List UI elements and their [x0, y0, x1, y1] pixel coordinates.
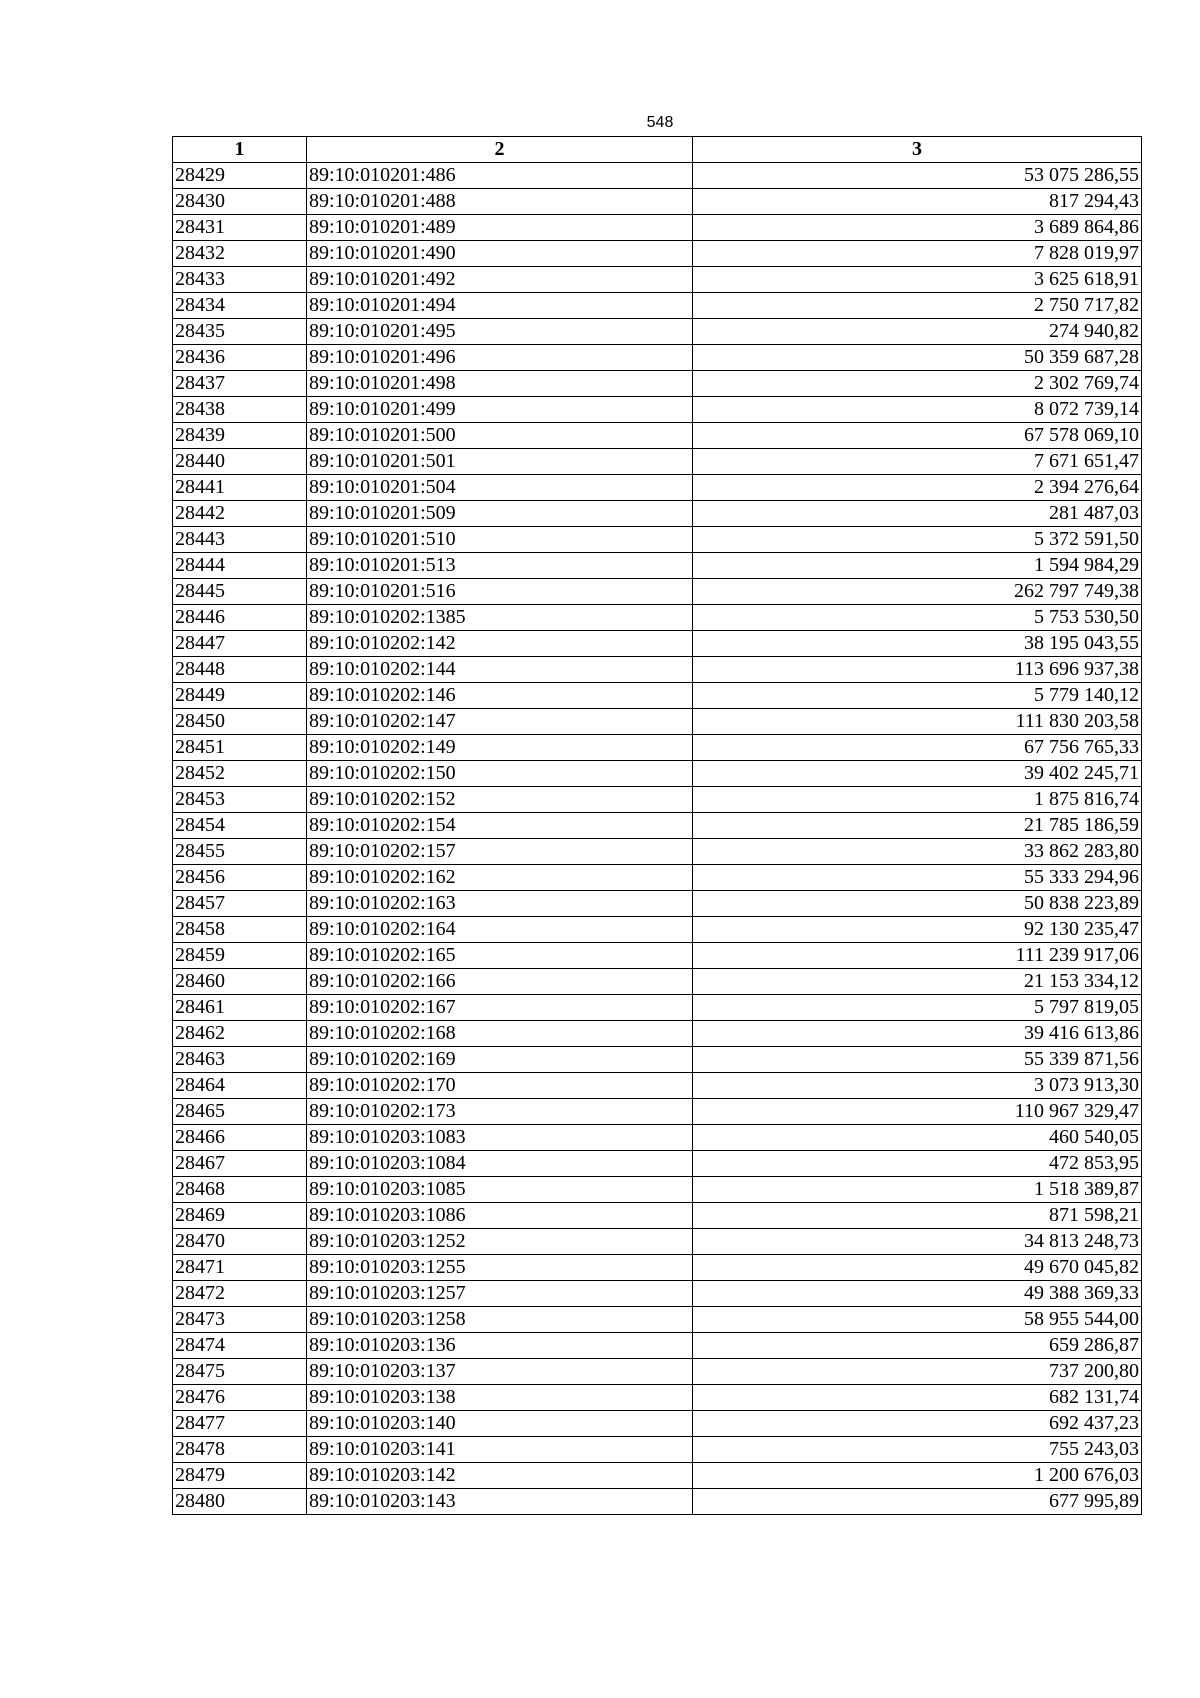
cadastral-value-cell: 5 779 140,12: [693, 683, 1142, 709]
cadastral-number-cell: 89:10:010202:1385: [307, 605, 693, 631]
table-row: [173, 813, 1142, 839]
row-number-cell: 28440: [173, 449, 307, 475]
table-row: [173, 761, 1142, 787]
row-number-cell: 28459: [173, 943, 307, 969]
cadastral-number-cell: 89:10:010203:1084: [307, 1151, 693, 1177]
row-number-cell: 28443: [173, 527, 307, 553]
cadastral-value-cell: 281 487,03: [693, 501, 1142, 527]
row-number-cell: 28444: [173, 553, 307, 579]
table-row: [173, 397, 1142, 423]
cadastral-number-cell: 89:10:010201:513: [307, 553, 693, 579]
table-row: [173, 1099, 1142, 1125]
table-row: [173, 1281, 1142, 1307]
cadastral-number-cell: 89:10:010202:165: [307, 943, 693, 969]
row-number-cell: 28451: [173, 735, 307, 761]
cadastral-number-cell: 89:10:010202:173: [307, 1099, 693, 1125]
cadastral-value-cell: 1 594 984,29: [693, 553, 1142, 579]
table-row: [173, 189, 1142, 215]
row-number-cell: 28447: [173, 631, 307, 657]
cadastral-number-cell: 89:10:010202:157: [307, 839, 693, 865]
row-number-cell: 28454: [173, 813, 307, 839]
cadastral-value-cell: 460 540,05: [693, 1125, 1142, 1151]
table-row: [173, 1411, 1142, 1437]
cadastral-number-cell: 89:10:010203:1255: [307, 1255, 693, 1281]
row-number-cell: 28470: [173, 1229, 307, 1255]
cadastral-number-cell: 89:10:010201:510: [307, 527, 693, 553]
cadastral-value-cell: 8 072 739,14: [693, 397, 1142, 423]
table-row: [173, 1203, 1142, 1229]
cadastral-value-cell: 677 995,89: [693, 1489, 1142, 1515]
page-number: 548: [646, 114, 674, 131]
table-row: [173, 371, 1142, 397]
row-number-cell: 28472: [173, 1281, 307, 1307]
table-row: [173, 683, 1142, 709]
row-number-cell: 28465: [173, 1099, 307, 1125]
cadastral-number-cell: 89:10:010201:489: [307, 215, 693, 241]
cadastral-number-cell: 89:10:010203:136: [307, 1333, 693, 1359]
row-number-cell: 28463: [173, 1047, 307, 1073]
cadastral-value-cell: 113 696 937,38: [693, 657, 1142, 683]
table-row: [173, 1333, 1142, 1359]
row-number-cell: 28469: [173, 1203, 307, 1229]
table-row: [173, 657, 1142, 683]
cadastral-number-cell: 89:10:010203:140: [307, 1411, 693, 1437]
cadastral-value-cell: 58 955 544,00: [693, 1307, 1142, 1333]
row-number-cell: 28456: [173, 865, 307, 891]
table-row: [173, 891, 1142, 917]
column-header-1: 1: [173, 137, 307, 163]
cadastral-number-cell: 89:10:010203:1252: [307, 1229, 693, 1255]
cadastral-number-cell: 89:10:010203:1083: [307, 1125, 693, 1151]
cadastral-number-cell: 89:10:010202:164: [307, 917, 693, 943]
cadastral-value-cell: 817 294,43: [693, 189, 1142, 215]
cadastral-number-cell: 89:10:010201:486: [307, 163, 693, 189]
table-row: [173, 319, 1142, 345]
row-number-cell: 28464: [173, 1073, 307, 1099]
cadastral-value-cell: 33 862 283,80: [693, 839, 1142, 865]
row-number-cell: 28432: [173, 241, 307, 267]
table-row: [173, 1489, 1142, 1515]
table-row: [173, 1047, 1142, 1073]
cadastral-value-cell: 55 339 871,56: [693, 1047, 1142, 1073]
cadastral-number-cell: 89:10:010201:498: [307, 371, 693, 397]
cadastral-value-cell: 49 670 045,82: [693, 1255, 1142, 1281]
table-row: [173, 475, 1142, 501]
cadastral-number-cell: 89:10:010203:1257: [307, 1281, 693, 1307]
cadastral-number-cell: 89:10:010201:488: [307, 189, 693, 215]
cadastral-value-cell: 39 402 245,71: [693, 761, 1142, 787]
row-number-cell: 28436: [173, 345, 307, 371]
row-number-cell: 28434: [173, 293, 307, 319]
cadastral-number-cell: 89:10:010202:147: [307, 709, 693, 735]
cadastral-number-cell: 89:10:010201:494: [307, 293, 693, 319]
table-row: [173, 1177, 1142, 1203]
cadastral-value-table: [172, 136, 1142, 1515]
table-row: [173, 787, 1142, 813]
row-number-cell: 28441: [173, 475, 307, 501]
cadastral-number-cell: 89:10:010202:167: [307, 995, 693, 1021]
cadastral-number-cell: 89:10:010202:166: [307, 969, 693, 995]
cadastral-value-cell: 67 578 069,10: [693, 423, 1142, 449]
table-row: [173, 293, 1142, 319]
row-number-cell: 28448: [173, 657, 307, 683]
row-number-cell: 28457: [173, 891, 307, 917]
table-row: [173, 1151, 1142, 1177]
cadastral-number-cell: 89:10:010202:169: [307, 1047, 693, 1073]
table-row: [173, 839, 1142, 865]
table-row: [173, 527, 1142, 553]
table-row: [173, 865, 1142, 891]
row-number-cell: 28449: [173, 683, 307, 709]
cadastral-value-cell: 274 940,82: [693, 319, 1142, 345]
table-row: [173, 605, 1142, 631]
cadastral-value-cell: 7 828 019,97: [693, 241, 1142, 267]
table-row: [173, 917, 1142, 943]
table-row: [173, 631, 1142, 657]
row-number-cell: 28475: [173, 1359, 307, 1385]
row-number-cell: 28437: [173, 371, 307, 397]
row-number-cell: 28467: [173, 1151, 307, 1177]
cadastral-number-cell: 89:10:010202:154: [307, 813, 693, 839]
table-row: [173, 1307, 1142, 1333]
table-row: [173, 501, 1142, 527]
cadastral-number-cell: 89:10:010201:499: [307, 397, 693, 423]
cadastral-number-cell: 89:10:010202:150: [307, 761, 693, 787]
row-number-cell: 28458: [173, 917, 307, 943]
cadastral-number-cell: 89:10:010203:143: [307, 1489, 693, 1515]
cadastral-value-cell: 2 394 276,64: [693, 475, 1142, 501]
cadastral-value-cell: 5 797 819,05: [693, 995, 1142, 1021]
table-row: [173, 1359, 1142, 1385]
row-number-cell: 28473: [173, 1307, 307, 1333]
cadastral-number-cell: 89:10:010203:138: [307, 1385, 693, 1411]
cadastral-number-cell: 89:10:010203:1258: [307, 1307, 693, 1333]
row-number-cell: 28453: [173, 787, 307, 813]
cadastral-value-cell: 262 797 749,38: [693, 579, 1142, 605]
cadastral-value-cell: 1 200 676,03: [693, 1463, 1142, 1489]
table-row: [173, 579, 1142, 605]
cadastral-value-cell: 1 875 816,74: [693, 787, 1142, 813]
row-number-cell: 28429: [173, 163, 307, 189]
table-row: [173, 709, 1142, 735]
cadastral-value-cell: 67 756 765,33: [693, 735, 1142, 761]
cadastral-value-cell: 1 518 389,87: [693, 1177, 1142, 1203]
cadastral-value-cell: 49 388 369,33: [693, 1281, 1142, 1307]
row-number-cell: 28452: [173, 761, 307, 787]
cadastral-value-cell: 3 073 913,30: [693, 1073, 1142, 1099]
table-row: [173, 1255, 1142, 1281]
cadastral-value-cell: 472 853,95: [693, 1151, 1142, 1177]
table-row: [173, 735, 1142, 761]
cadastral-number-cell: 89:10:010201:500: [307, 423, 693, 449]
cadastral-number-cell: 89:10:010202:146: [307, 683, 693, 709]
row-number-cell: 28435: [173, 319, 307, 345]
row-number-cell: 28450: [173, 709, 307, 735]
cadastral-value-cell: 110 967 329,47: [693, 1099, 1142, 1125]
cadastral-value-cell: 55 333 294,96: [693, 865, 1142, 891]
table-row: [173, 215, 1142, 241]
cadastral-number-cell: 89:10:010202:152: [307, 787, 693, 813]
cadastral-number-cell: 89:10:010201:501: [307, 449, 693, 475]
row-number-cell: 28471: [173, 1255, 307, 1281]
cadastral-value-cell: 21 785 186,59: [693, 813, 1142, 839]
cadastral-number-cell: 89:10:010201:509: [307, 501, 693, 527]
cadastral-number-cell: 89:10:010203:1085: [307, 1177, 693, 1203]
cadastral-value-cell: 3 625 618,91: [693, 267, 1142, 293]
row-number-cell: 28430: [173, 189, 307, 215]
table-row: [173, 943, 1142, 969]
table-row: [173, 1125, 1142, 1151]
cadastral-value-cell: 755 243,03: [693, 1437, 1142, 1463]
row-number-cell: 28438: [173, 397, 307, 423]
table-row: [173, 995, 1142, 1021]
table-row: [173, 1229, 1142, 1255]
cadastral-value-cell: 2 302 769,74: [693, 371, 1142, 397]
cadastral-number-cell: 89:10:010202:162: [307, 865, 693, 891]
cadastral-number-cell: 89:10:010202:163: [307, 891, 693, 917]
row-number-cell: 28433: [173, 267, 307, 293]
table-row: [173, 163, 1142, 189]
table-row: [173, 1385, 1142, 1411]
cadastral-value-cell: 7 671 651,47: [693, 449, 1142, 475]
row-number-cell: 28480: [173, 1489, 307, 1515]
cadastral-value-cell: 50 838 223,89: [693, 891, 1142, 917]
cadastral-number-cell: 89:10:010202:144: [307, 657, 693, 683]
row-number-cell: 28479: [173, 1463, 307, 1489]
table-row: [173, 969, 1142, 995]
cadastral-number-cell: 89:10:010203:142: [307, 1463, 693, 1489]
cadastral-number-cell: 89:10:010201:490: [307, 241, 693, 267]
row-number-cell: 28478: [173, 1437, 307, 1463]
row-number-cell: 28442: [173, 501, 307, 527]
row-number-cell: 28468: [173, 1177, 307, 1203]
row-number-cell: 28474: [173, 1333, 307, 1359]
cadastral-number-cell: 89:10:010201:492: [307, 267, 693, 293]
table-row: [173, 1463, 1142, 1489]
table-row: [173, 1073, 1142, 1099]
row-number-cell: 28462: [173, 1021, 307, 1047]
cadastral-value-cell: 34 813 248,73: [693, 1229, 1142, 1255]
table-row: [173, 267, 1142, 293]
cadastral-value-cell: 53 075 286,55: [693, 163, 1142, 189]
cadastral-value-cell: 92 130 235,47: [693, 917, 1142, 943]
cadastral-number-cell: 89:10:010203:1086: [307, 1203, 693, 1229]
cadastral-value-cell: 659 286,87: [693, 1333, 1142, 1359]
cadastral-number-cell: 89:10:010201:495: [307, 319, 693, 345]
table-row: [173, 241, 1142, 267]
cadastral-value-cell: 2 750 717,82: [693, 293, 1142, 319]
row-number-cell: 28439: [173, 423, 307, 449]
row-number-cell: 28431: [173, 215, 307, 241]
column-header-3: 3: [693, 137, 1142, 163]
cadastral-number-cell: 89:10:010202:168: [307, 1021, 693, 1047]
table-row: [173, 345, 1142, 371]
cadastral-value-cell: 111 830 203,58: [693, 709, 1142, 735]
row-number-cell: 28466: [173, 1125, 307, 1151]
cadastral-value-cell: 50 359 687,28: [693, 345, 1142, 371]
cadastral-value-cell: 871 598,21: [693, 1203, 1142, 1229]
row-number-cell: 28460: [173, 969, 307, 995]
cadastral-value-cell: 38 195 043,55: [693, 631, 1142, 657]
row-number-cell: 28445: [173, 579, 307, 605]
cadastral-value-cell: 682 131,74: [693, 1385, 1142, 1411]
cadastral-value-cell: 111 239 917,06: [693, 943, 1142, 969]
cadastral-value-cell: 5 372 591,50: [693, 527, 1142, 553]
column-header-2: 2: [307, 137, 693, 163]
row-number-cell: 28477: [173, 1411, 307, 1437]
table-row: [173, 1021, 1142, 1047]
cadastral-number-cell: 89:10:010201:504: [307, 475, 693, 501]
cadastral-value-cell: 692 437,23: [693, 1411, 1142, 1437]
cadastral-number-cell: 89:10:010201:516: [307, 579, 693, 605]
cadastral-number-cell: 89:10:010202:170: [307, 1073, 693, 1099]
cadastral-number-cell: 89:10:010202:142: [307, 631, 693, 657]
cadastral-value-cell: 39 416 613,86: [693, 1021, 1142, 1047]
cadastral-number-cell: 89:10:010201:496: [307, 345, 693, 371]
cadastral-value-cell: 737 200,80: [693, 1359, 1142, 1385]
table-body: [173, 163, 1142, 1515]
cadastral-number-cell: 89:10:010203:141: [307, 1437, 693, 1463]
row-number-cell: 28446: [173, 605, 307, 631]
row-number-cell: 28476: [173, 1385, 307, 1411]
table-row: [173, 1437, 1142, 1463]
cadastral-value-cell: 5 753 530,50: [693, 605, 1142, 631]
table-header-row: [173, 137, 1142, 163]
row-number-cell: 28455: [173, 839, 307, 865]
table-row: [173, 553, 1142, 579]
table-row: [173, 423, 1142, 449]
row-number-cell: 28461: [173, 995, 307, 1021]
table-row: [173, 449, 1142, 475]
cadastral-number-cell: 89:10:010203:137: [307, 1359, 693, 1385]
cadastral-number-cell: 89:10:010202:149: [307, 735, 693, 761]
cadastral-value-cell: 21 153 334,12: [693, 969, 1142, 995]
cadastral-value-cell: 3 689 864,86: [693, 215, 1142, 241]
